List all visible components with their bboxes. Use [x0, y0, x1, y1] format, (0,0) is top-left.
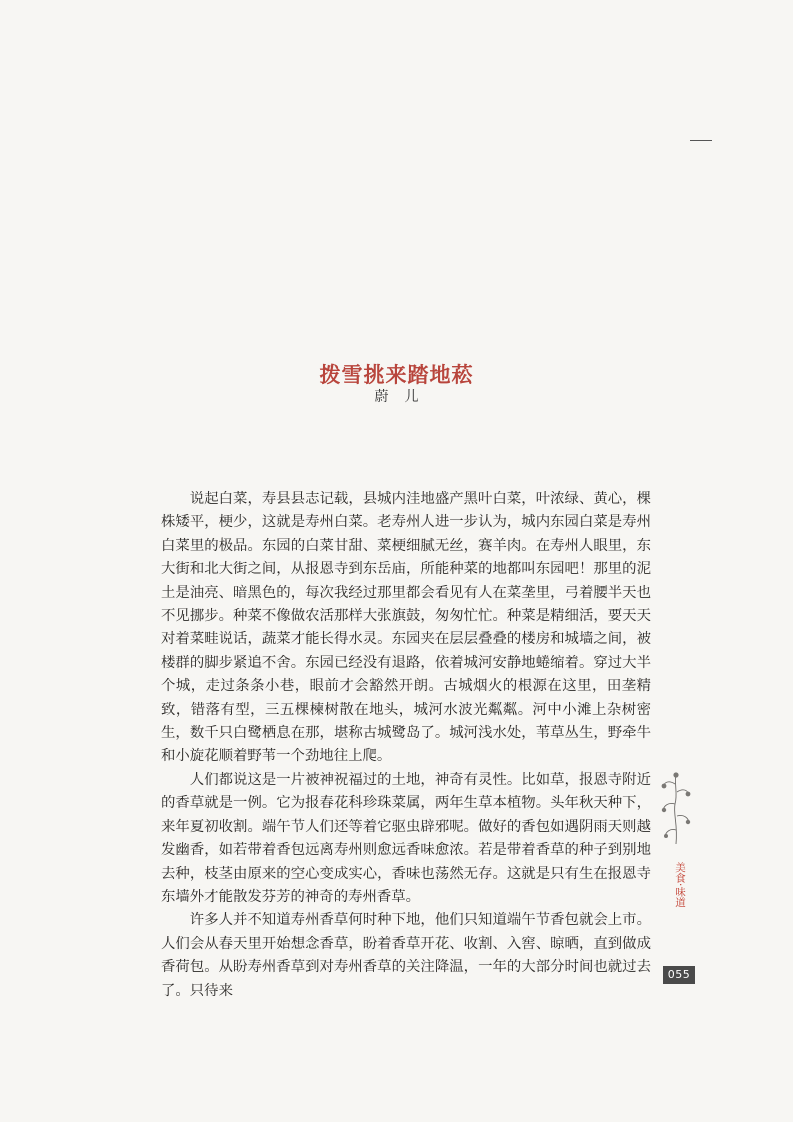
article-author: 蔚儿	[374, 389, 435, 405]
paragraph: 说起白菜，寿县县志记载，县城内洼地盛产黑叶白菜，叶浓绿、黄心，棵株矮平，梗少，这就是寿州白菜。老寿州人进一步认为，城内东园白菜是寿州白菜里的极品。东园的白菜甘甜、菜梗细腻无丝，赛羊肉。在寿州人眼里，东大街和北大街之间，从报恩寺到东岳庙，所能种菜的地都叫东园吧！那里的泥土是油亮、暗黑色的，每次我经过那里都会看见有人在菜垄里，弓着腰半天也不见挪步。种菜不像做农活那样大张旗鼓，匆匆忙忙。种菜是精细活，要天天对着菜畦说话，蔬菜才能长得水灵。东园夹在层层叠叠的楼房和城墙之间，被楼群的脚步紧追不舍。东园已经没有退路，依着城河安静地蜷缩着。穿过大半个城，走过条条小巷，眼前才会豁然开朗。古城烟火的根源在这里，田垄精致，错落有型，三五棵楝树散在地头，城河水波光粼粼。河中小滩上杂树密生，数千只白鹭栖息在那，堪称古城鹭岛了。城河浅水处，苇草丛生，野牵牛和小旋花顺着野苇一个劲地往上爬。	[161, 491, 651, 765]
article-body	[161, 488, 651, 1003]
flower-ornament-icon	[660, 770, 692, 848]
paragraph: 许多人并不知道寿州香草何时种下地，他们只知道端午节香包就会上市。人们会从春天里开始想念香草，盼着香草开花、收割、入窖、晾晒，直到做成香荷包。从盼寿州香草到对寿州香草的关注降温，一年的大部分时间也就过去了。只待来	[161, 912, 651, 999]
article-title: 拨雪挑来踏地菘	[319, 362, 474, 388]
page-number: 055	[663, 966, 695, 984]
page-top-rule	[690, 140, 712, 141]
section-label: 美食·味道	[674, 862, 686, 908]
paragraph: 人们都说这是一片被神祝福过的土地，神奇有灵性。比如草，报恩寺附近的香草就是一例。它为报春花科珍珠菜属，两年生草本植物。头年秋天种下，来年夏初收割。端午节人们还等着它驱虫辟邪呢。做好的香包如遇阴雨天则越发幽香，如若带着香包远离寿州则愈远香味愈浓。若是带着香草的种子到别地去种，枝茎由原来的空心变成实心，香味也荡然无存。这就是只有生在报恩寺东墙外才能散发芬芳的神奇的寿州香草。	[161, 771, 651, 905]
